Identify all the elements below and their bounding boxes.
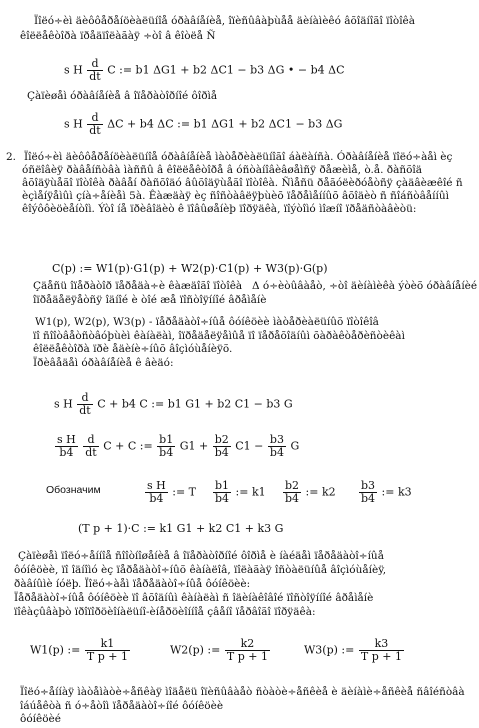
eq5-mid: C + C := [103,439,153,453]
eq5-term-c1: C1 − [235,439,264,453]
eq5-frac-b3: $\frac{b3}{b4}$ [269,433,284,459]
eq2-mid: ΔC + b4 ΔC [107,117,174,131]
w-note-line-2: ïî ñîîòâåòñòâóþùèì êàíàëàì, îïðåäåëÿåìûå ïî ïåðåõîäíûì õàðàêòåðèñòèêàì [33,330,405,342]
eq5-term-g1: G1 + [179,439,209,453]
transfer-function-w3: W3(p) := $\frac{k3}{\text{T p + 1}}$ [304,637,402,663]
w-note-line-4: Ïðèâåäåì óðàâíåíèå ê âèäó: [33,357,174,369]
eq3-note-mid: Δ ó÷èòûâàåò, ÷òî äèíàìèêà ýòèõ óðàâíåíèé [252,280,478,292]
w-note-line-3: êîëëåêòîðà ïðè åäèíè÷íûõ âîçìóùåíèÿõ. [33,343,233,355]
closing-line-2: îáúåêòà ñ ó÷åòîì ïåðåäàòî÷íîé ôóíêöèè [20,700,224,712]
designate-k1: $\frac{b1}{b4}$ := k1 [215,479,266,505]
eq1-derivative: $\frac{d}{dt}$ [89,57,101,83]
eq5-frac-b2: $\frac{b2}{b4}$ [214,433,229,459]
eq4-lhs: s H [54,397,73,411]
eq3-note-line-1: Çäåñü îïåðàòîð ïåðåäà÷è êàæäîãî ïîòîêà [33,280,243,292]
eq2-lhs: s H [64,117,83,131]
eq2-derivative: $\frac{d}{dt}$ [89,111,101,137]
eq5-frac-b1: $\frac{b1}{b4}$ [159,433,174,459]
intro-line-1: Ïîëó÷èì äèôôåðåíöèàëüíîå óðàâíåíèå, îïèñûâàþùåå äèíàìèêó âõîäíîãî ïîòîêà [34,15,416,27]
eq5-frac-sh-b4: $\frac{\text{s H}}{b4}$ [57,433,76,459]
intro-line-2: êîëëåêòîðà ïðåäïîëàãàÿ ÷òî â êîòëå Ñ [20,30,216,42]
final-text-line-2: ôóíêöèè, ïî îäíîìó èç ïåðåäàòî÷íûõ êàíàëîâ, ïîëàãàÿ îñòàëüíûå âîçìóùåíèÿ, [14,564,387,576]
transfer-function-w2: W2(p) := $\frac{k2}{\text{T p + 1}}$ [170,637,268,663]
eq2-rhs: := b1 ΔG1 + b2 ΔC1 − b3 ΔG [177,117,343,131]
final-text-line-3: ðàâíûìè íóëþ. Ïîëó÷àåì ïåðåäàòî÷íûå ôóíêöèè: [14,578,251,590]
equation-3: C(p) := W1(p)·G1(p) + W2(p)·C1(p) + W3(p)·G(p) [52,262,328,275]
equation-6: (T p + 1)·C := k1 G1 + k2 C1 + k3 G [78,522,284,535]
final-text-line-4: Ïåðåäàòî÷íûå ôóíêöèè ïî âõîäíûì êàíàëàì ñ îäèíàêîâîé ïîñòîÿííîé âðåìåíè [14,592,374,604]
eq3-note-line-2: îïðåäåëÿåòñÿ îäíîé è òîé æå ïîñòîÿííîé âðåìåíè [33,294,267,306]
final-text-line-1: Çàïèøåì ïîëó÷åííîå ñîîòíîøåíèå â îïåðàòîðíîé ôîðìå è íàéäåì ïåðåäàòî÷íûå [18,550,384,562]
closing-line-3: ôóíêöèé [20,713,61,725]
eq5-derivative: $\frac{d}{dt}$ [85,433,97,459]
designate-k3: $\frac{b3}{b4}$ := k3 [361,479,412,505]
eq4-rhs: C + b4 C := b1 G1 + b2 C1 − b3 G [97,397,293,411]
designate-t: $\frac{\text{s H}}{b4}$ := T [147,479,196,505]
transfer-function-w1: W1(p) := $\frac{k1}{\text{T p + 1}}$ [30,637,128,663]
closing-line-1: Ïîëó÷åííàÿ ìàòåìàòè÷åñêàÿ ìîäåëü îïèñûâàåò ñòàòè÷åñêèå è äèíàìè÷åñêèå ñâîéñòâà [20,686,465,698]
w-note-line-1: W1(p), W2(p), W3(p) - ïåðåäàòî÷íûå ôóíêöèè ìàòåðèàëüíûõ ïîòîêîâ [35,316,379,328]
eq4-derivative: $\frac{d}{dt}$ [79,391,91,417]
equation-4 [54,392,293,417]
eq5-term-g: G [290,439,300,453]
final-text-line-5: ïîêàçûâàþò ïðîïîðöèîíàëüíî-èíåðöèîííîå çâåíî ïåðâîãî ïîðÿäêà: [14,606,316,618]
eq1-note: Çàïèøåì óðàâíåíèå â îïåðàòîðíîé ôîðìå [27,90,218,102]
equation-2 [64,112,342,137]
eq1-lhs: s H [64,63,83,77]
eq1-var: C [107,63,116,77]
section-2-number: 2. [6,151,17,163]
equation-1 [64,58,345,83]
designate-k2: $\frac{b2}{b4}$ := k2 [285,479,336,505]
eq1-rhs: := b1 ΔG1 + b2 ΔC1 − b3 ΔG • − b4 ΔC [119,63,345,77]
designate-label: Обозначим [46,484,101,496]
equation-5 [54,434,299,459]
section-2-text: Ïîëó÷èì äèôôåðåíöèàëüíîå óðàâíåíèå ìàòåðèàëüíîãî áàëàíñà. Óðàâíåíèå ïîëó÷àåì èç óñëîâèÿ ðàâåíñòâà ìàññû â êîëëåêòîðå â óñòàíîâèâøåìñÿ ðåæèìå, ò.å. ðàñõîä âõîäÿùåãî ïîòîêà ðàâåí ðàñõîäó âûõîäÿùåãî ïîòîêà. Ñìåñü ðåãóëèðóåòñÿ çàäâèæêîé ñ èçìåíÿåìûì çíà÷åíèåì 5à. Êàæäàÿ èç ñîñòàâëÿþùèõ ïåðåìåííûõ âõîäèò ñ ñîáñòâåííûì êîýôôèöèåíòîì. Ýòî íå ïðèâîäèò ê ïîâûøåíèþ ïîðÿäêà, ïîýòîìó ìîæíî ïðåäñòàâèòü: [22,151,463,215]
